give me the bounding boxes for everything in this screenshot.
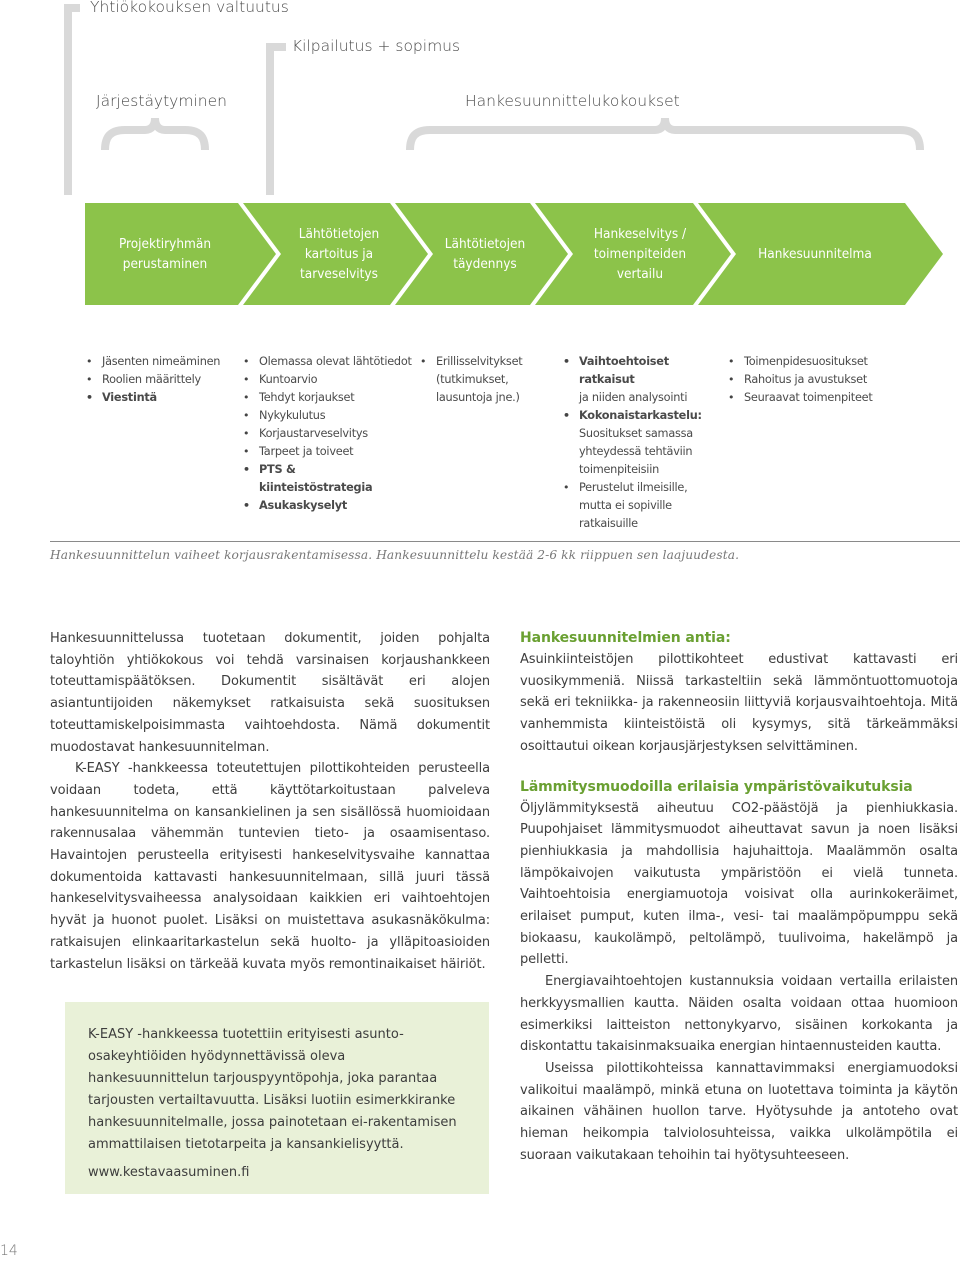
column-list-item: • Tarpeet ja toiveet <box>242 443 412 461</box>
page-number: 14 <box>0 1243 18 1259</box>
right-heading-1: Hankesuunnitelmien antia: <box>520 630 731 646</box>
column-list-item: • Roolien määrittely <box>85 371 235 389</box>
right-heading-2: Lämmitysmuodoilla erilaisia ympäristövaikutuksia <box>520 778 913 795</box>
phase-label-1: Projektiryhmän perustaminen <box>118 236 212 272</box>
left-body <box>50 628 490 975</box>
phase-column-3 <box>419 353 559 407</box>
figure-caption: Hankesuunnittelun vaiheet korjausrakentamisessa. Hankesuunnittelu kestää 2-6 kk riippuen sen laajuudesta. <box>50 548 740 562</box>
column-list-item: • Kuntoarvio <box>242 371 412 389</box>
info-box-link[interactable]: www.kestavaasuminen.fi <box>88 1165 250 1180</box>
caption-rule <box>50 541 960 542</box>
column-list-item: • Rahoitus ja avustukset <box>727 371 907 389</box>
column-list-item: • Seuraavat toimenpiteet <box>727 389 907 407</box>
info-box-paragraph: K-EASY -hankkeessa tuotettiin erityisesti asunto-osakeyhtiöiden hyödynnettävissä oleva hankesuunnittelun tarjouspyyntöpohja, joka parantaa tarjousten vertailtavuutta. Lisäksi luotiin esimerkkiranke hankesuunnitelmalle, jossa painotetaan ei-rakentamisen ammattilaisen tietotarpeita ja kansankielisyyttä. <box>88 1027 457 1152</box>
info-box-text <box>88 1024 468 1184</box>
right-paragraph-2: Öljylämmityksestä aiheutuu CO2-päästöjä ja pienhiukkasia. Puupohjaiset lämmitysmuodot aiheuttavat savun ja noen lisäksi pienhiukkasia ja mahdollisia hajuhaittoja. Maalämmön osalta lämpökaivojen vaikutusta ympäristöön ei vielä tunneta. Vaihtoehtoisia energiamuotoja voisivat olla aurinkokeräimet, erilaiset pumput, kuten ilma-, vesi- tai maalämpöpumppu sekä biokaasu, kaukolämpö, peltolämpö, tuulivoima, hakelämpö ja pelletti. <box>520 800 958 968</box>
phase-column-4 <box>562 353 727 533</box>
right-body <box>520 628 958 1166</box>
column-list-item: • Nykykulutus <box>242 407 412 425</box>
left-paragraph-2: K-EASY -hankkeessa toteutettujen pilottikohteiden perusteella voidaan todeta, että käyttötarkoitustaan palveleva hankesuunnitelma on kansankielinen ja sen sisällössä huomioidaan rakennusalaa vähemmän tuntevien tieto- ja osaamisentaso. Havaintojen perusteella erityisesti hankeselvitysvaihe kannattaa dokumentoida kattavasti hankesuunnitelmaan, sillä juuri tässä hankeselvitysvaiheessa analysoidaan kaikkien eri vaihtoehtojen hyvät ja huonot puolet. Lisäksi on muistettava asukasnäkökulma: ratkaisujen elinkaaritarkastelun sekä huolto- ja ylläpitoasioiden tarkastelun lisäksi on tärkeää kuvata myös remontinaikaiset häiriöt. <box>50 761 490 972</box>
column-list-item: • PTS & kiinteistöstrategia <box>242 461 412 497</box>
column-list-item: • Erillisselvitykset (tutkimukset, lausuntoja jne.) <box>419 353 559 407</box>
header-top-label: Yhtiökokouksen valtuutus <box>90 0 289 16</box>
header-left-label: Järjestäytyminen <box>96 92 227 110</box>
column-list-item: • Vaihtoehtoiset ratkaisut <box>562 353 727 389</box>
column-list-item: • Tehdyt korjaukset <box>242 389 412 407</box>
column-list-item: Suositukset samassa yhteydessä tehtäviin toimenpiteisiin <box>579 427 693 476</box>
column-list-item: • Korjaustarveselvitys <box>242 425 412 443</box>
column-list-item: • Perustelut ilmeisille, mutta ei sopiville ratkaisuille <box>562 479 727 533</box>
phase-column-2 <box>242 353 412 515</box>
right-paragraph-1: Asuinkiinteistöjen pilottikohteet edustivat kattavasti eri vuosikymmeniä. Niissä tarkasteltiin sekä lämmöntuottomuotoja sekä eri tekniikka- ja rakenneosiin liittyviä korjausvaihtoehtoja. Mitä vanhemmista kiinteistöistä oli kysymys, sitä tärkeämmäksi osoittautui oikean korjausjärjestyksen selvittäminen. <box>520 652 958 754</box>
column-list-item: • Kokonaistarkastelu: <box>562 407 727 425</box>
phase-label-5: Hankesuunnitelma <box>758 246 872 262</box>
column-list-item: • Asukaskyselyt <box>242 497 412 515</box>
column-list-item: ja niiden analysointi <box>579 391 688 404</box>
header-right-label: Hankesuunnittelukokoukset <box>465 92 680 110</box>
right-paragraph-3: Energiavaihtoehtojen kustannuksia voidaan vertailla erilaisten herkkyysmallien kautta. Näiden osalta voidaan ottaa huomioon esimerkiksi laitteiston nettonykyarvo, sisäinen korkokanta ja diskontattu takaisinmaksuaika energian hintaennusteiden kautta. <box>520 974 958 1055</box>
phase-label-3: Lähtötietojen täydennys <box>444 236 526 272</box>
column-list-item: • Toimenpidesuositukset <box>727 353 907 371</box>
column-list-item: • Viestintä <box>85 389 235 407</box>
column-list-item: • Olemassa olevat lähtötiedot <box>242 353 412 371</box>
phase-column-1 <box>85 353 235 407</box>
right-paragraph-4: Useissa pilottikohteissa kannattavimmaksi energiamuodoksi valikoitui maalämpö, minkä etuna on luotettava toiminta ja käytön aikainen vähäinen huollon tarve. Hyötysuhde ja antoteho ovat hieman heikompia talviolosuhteissa, vaikka ulkolämpötila ei suoraan vaikutakaan tehoihin tai hyötysuhteeseen. <box>520 1060 958 1163</box>
phase-label-2: Lähtötietojen kartoitus ja tarveselvitys <box>298 226 380 282</box>
phase-column-5 <box>727 353 907 407</box>
phase-label-4: Hankeselvitys / toimenpiteiden vertailu <box>593 226 687 282</box>
header-mid-label: Kilpailutus + sopimus <box>292 37 461 55</box>
left-paragraph-1: Hankesuunnittelussa tuotetaan dokumentit, joiden pohjalta taloyhtiön yhtiökokous voi tehdä varsinaisen korjaushankkeen toteuttamispäätöksen. Dokumentit sisältävät eri alojen asiantuntijoiden näkemykset ratkaisuista sekä suosituksen toteuttamiskelpoisimmasta vaihtoehdosta. Nämä dokumentit muodostavat hankesuunnitelman. <box>50 631 490 755</box>
column-list-item: • Jäsenten nimeäminen <box>85 353 235 371</box>
